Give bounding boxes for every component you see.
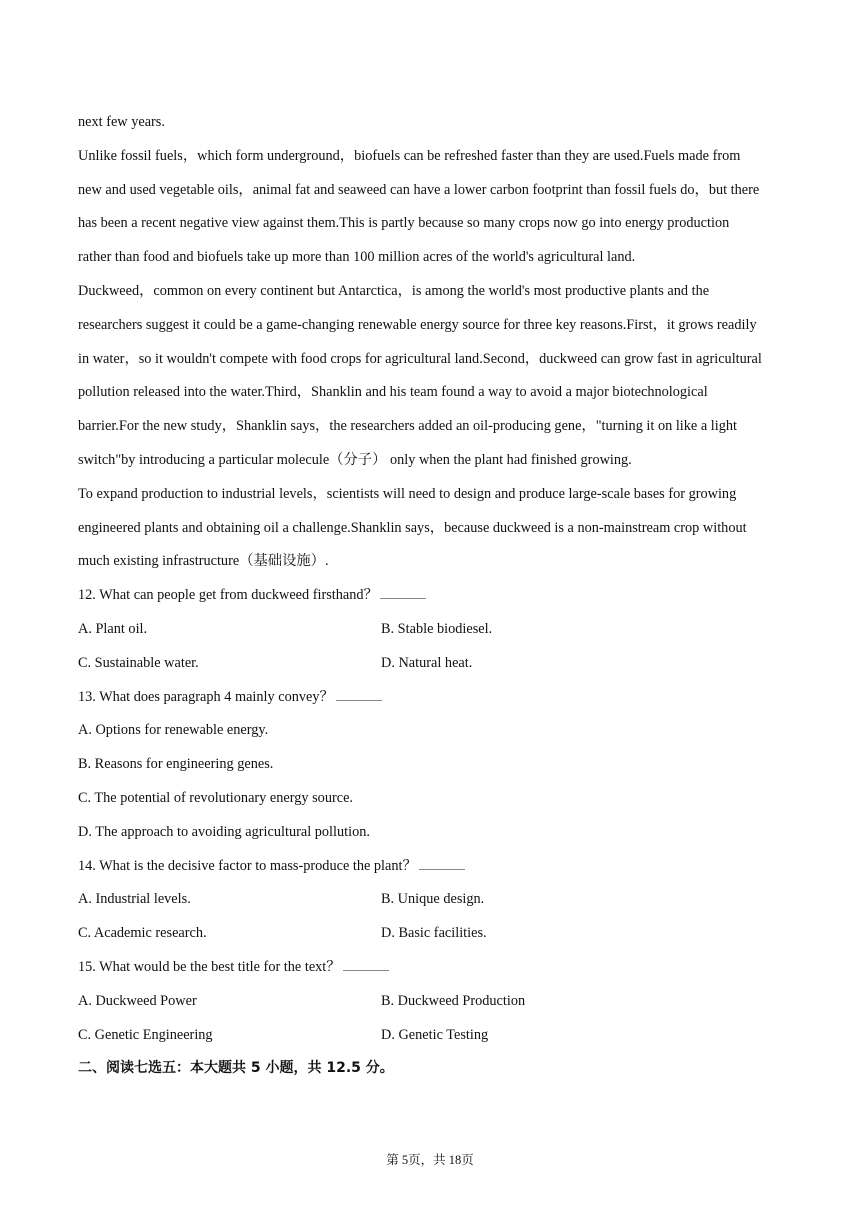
passage-line: barrier.For the new study，Shanklin says，the researchers added an oil-producing gene，"turning it on like a light [78, 418, 737, 435]
question-15-stem: 15. What would be the best title for the text？ [78, 955, 788, 989]
option-a: A. Industrial levels. [78, 891, 191, 908]
question-12-options-row-1 [78, 617, 788, 651]
option-d: D. The approach to avoiding agricultural pollution. [78, 823, 370, 840]
passage-line: Duckweed，common on every continent but Antarctica，is among the world's most productive plants and the [78, 282, 710, 299]
option-c: C. The potential of revolutionary energy source. [78, 789, 354, 806]
option-b: B. Unique design. [381, 891, 485, 908]
question-12-options-row-2 [78, 651, 788, 685]
passage-line: switch"by introducing a particular molecule（分子） only when the plant had finished growing. [78, 451, 632, 468]
answer-blank [336, 687, 382, 701]
option-a: A. Options for renewable energy. [78, 722, 269, 739]
question-15-options-row-1 [78, 989, 788, 1023]
option-c: C. Sustainable water. [78, 654, 199, 671]
option-d: D. Genetic Testing [381, 1026, 489, 1043]
passage-line: rather than food and biofuels take up more than 100 million acres of the world's agricultural land. [78, 249, 636, 266]
option-b: B. Reasons for engineering genes. [78, 756, 274, 773]
question-14-options-row-2 [78, 921, 788, 955]
option-b: B. Stable biodiesel. [381, 620, 493, 637]
passage-line: To expand production to industrial levels，scientists will need to design and produce large-scale bases for growing [78, 485, 737, 502]
question-14-options-row-1 [78, 887, 788, 921]
answer-blank [419, 856, 465, 870]
passage-line: Unlike fossil fuels，which form underground，biofuels can be refreshed faster than they are used.Fuels made from [78, 147, 741, 164]
question-12-stem: 12. What can people get from duckweed firsthand？ [78, 583, 788, 617]
passage-line: much existing infrastructure（基础设施）. [78, 553, 329, 570]
page-footer: 第 5页，共 18页 [386, 1153, 474, 1167]
option-b: B. Duckweed Production [381, 992, 526, 1009]
option-d: D. Basic facilities. [381, 925, 487, 942]
passage-line: in water，so it wouldn't compete with food crops for agricultural land.Second，duckweed can grow fast in agricultural [78, 350, 762, 367]
section-heading: 二、阅读七选五：本大题共 5 小题，共 12.5 分。 [78, 1060, 394, 1077]
option-a: A. Duckweed Power [78, 992, 197, 1009]
passage-line: pollution released into the water.Third，Shanklin and his team found a way to avoid a major biotechnological [78, 384, 708, 401]
question-14-stem: 14. What is the decisive factor to mass-produce the plant？ [78, 854, 788, 888]
question-13-stem: 13. What does paragraph 4 mainly convey？ [78, 685, 788, 719]
passage-line: engineered plants and obtaining oil a challenge.Shanklin says，because duckweed is a non-mainstream crop without [78, 519, 747, 536]
passage-line: next few years. [78, 114, 165, 130]
option-a: A. Plant oil. [78, 620, 148, 637]
passage-line: researchers suggest it could be a game-changing renewable energy source for three key reasons.First，it grows readily [78, 316, 757, 333]
document-page [78, 110, 788, 1090]
passage-line: new and used vegetable oils，animal fat and seaweed can have a lower carbon footprint than fossil fuels do，but there [78, 181, 760, 198]
option-d: D. Natural heat. [381, 654, 473, 671]
option-c: C. Academic research. [78, 925, 207, 942]
answer-blank [380, 585, 426, 599]
passage-line: has been a recent negative view against them.This is partly because so many crops now go into energy production [78, 215, 730, 232]
question-15-options-row-2 [78, 1023, 788, 1057]
answer-blank [343, 957, 389, 971]
option-c: C. Genetic Engineering [78, 1026, 213, 1043]
